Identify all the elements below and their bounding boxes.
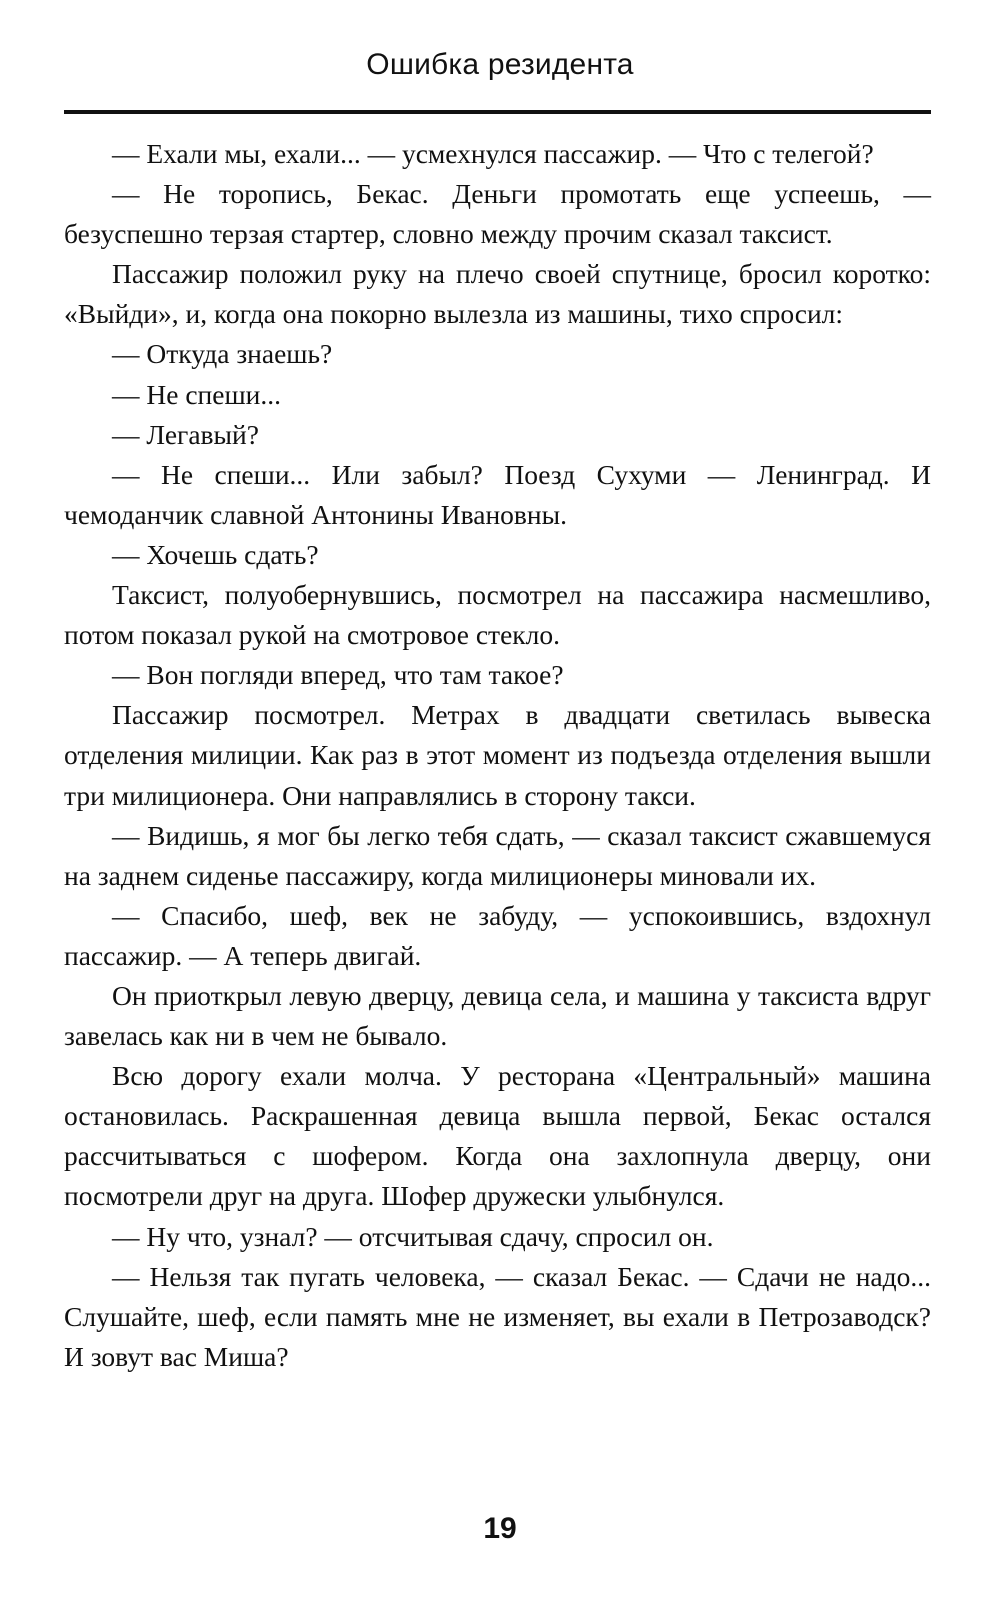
paragraph: — Видишь, я мог бы легко тебя сдать, — сказал таксист сжавшемуся на заднем сиденье пассажиру, когда милиционеры миновали их. [64,819,931,891]
running-title: Ошибка резидента [366,48,634,81]
paragraph: Всю дорогу ехали молча. У ресторана «Центральный» машина остановилась. Раскрашенная девица вышла первой, Бекас остался рассчитываться с шофером. Когда она захлопнула дверцу, они посмотрели друг на друга. Шофер дружески улыбнулся. [64,1060,931,1212]
paragraph: — Легавый? [112,418,259,450]
paragraph: Пассажир посмотрел. Метрах в двадцати светилась вывеска отделения милиции. Как раз в этот момент из подъезда отделения вышли три милиционера. Они направлялись в сторону такси. [64,699,931,811]
page-number: 19 [483,1512,517,1545]
paragraph: Пассажир положил руку на плечо своей спутнице, бросил коротко: «Выйди», и, когда она покорно вылезла из машины, тихо спросил: [64,258,931,330]
paragraph: Таксист, полуобернувшись, посмотрел на пассажира насмешливо, потом показал рукой на смотровое стекло. [64,579,931,651]
paragraph: Он приоткрыл левую дверцу, девица села, и машина у таксиста вдруг завелась как ни в чем не бывало. [64,979,931,1052]
paragraph: — Хочешь сдать? [112,538,319,570]
paragraph: — Откуда знаешь? [112,338,333,370]
paragraph: — Не спеши... [112,378,281,410]
body-text [64,134,931,1377]
paragraph: — Ну что, узнал? — отсчитывая сдачу, спросил он. [112,1220,714,1252]
header-rule [64,110,931,114]
paragraph: — Ехали мы, ехали... — усмехнулся пассажир. — Что с телегой? [112,138,874,169]
paragraph: — Не спеши... Или забыл? Поезд Сухуми — Ленинград. И чемоданчик славной Антонины Ивановны. [64,458,931,530]
paragraph: — Не торопись, Бекас. Деньги промотать еще успеешь, — безуспешно терзая стартер, словно между прочим сказал таксист. [64,178,931,250]
paragraph: — Спасибо, шеф, век не забуду, — успокоившись, вздохнул пассажир. — А теперь двигай. [64,899,931,971]
paragraph: — Нельзя так пугать человека, — сказал Бекас. — Сдачи не надо... Слушайте, шеф, если память мне не изменяет, вы ехали в Петрозаводск? И зовут вас Миша? [64,1260,931,1372]
paragraph: — Вон погляди вперед, что там такое? [112,659,564,691]
